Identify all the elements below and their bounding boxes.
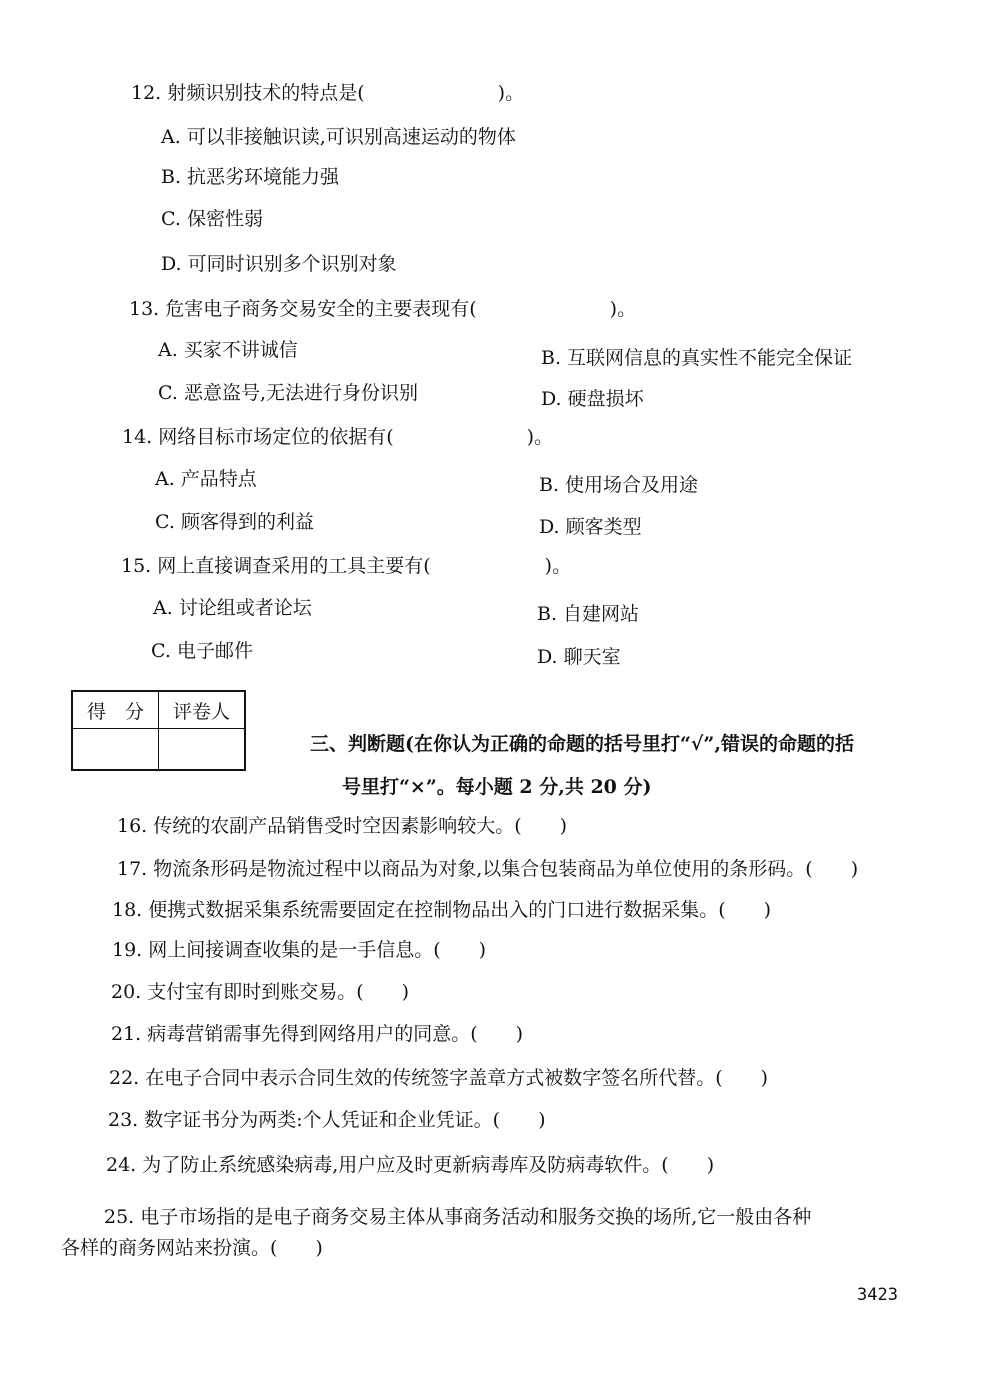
tf-q20: 20. 支付宝有即时到账交易。( ) [111, 981, 410, 1003]
tf-q16: 16. 传统的农副产品销售受时空因素影响较大。( ) [117, 815, 568, 837]
section3-heading-line2: 号里打“×”。每小题 2 分,共 20 分) [342, 776, 652, 798]
q15-option-a: A. 讨论组或者论坛 [153, 597, 312, 619]
q14-option-a: A. 产品特点 [155, 468, 257, 490]
q12-stem: 12. 射频识别技术的特点是( )。 [131, 82, 525, 104]
grader-cell [159, 729, 246, 771]
tf-q18: 18. 便携式数据采集系统需要固定在控制物品出入的门口进行数据采集。( ) [112, 899, 772, 921]
score-table [71, 690, 246, 771]
q13-stem: 13. 危害电子商务交易安全的主要表现有( )。 [129, 298, 637, 320]
q12-option-b: B. 抗恶劣环境能力强 [161, 166, 340, 188]
q13-option-b: B. 互联网信息的真实性不能完全保证 [541, 347, 853, 369]
q12-option-d: D. 可同时识别多个识别对象 [161, 253, 397, 275]
tf-q21: 21. 病毒营销需事先得到网络用户的同意。( ) [111, 1023, 524, 1045]
q15-stem: 15. 网上直接调查采用的工具主要有( )。 [121, 555, 572, 577]
q12-option-c: C. 保密性弱 [161, 208, 263, 230]
tf-q25-line2: 各样的商务网站来扮演。( ) [61, 1237, 323, 1259]
q12-option-a: A. 可以非接触识读,可识别高速运动的物体 [161, 126, 516, 148]
q14-stem: 14. 网络目标市场定位的依据有( )。 [122, 426, 554, 448]
tf-q24: 24. 为了防止系统感染病毒,用户应及时更新病毒库及防病毒软件。( ) [106, 1154, 715, 1176]
score-label: 得 分 [72, 691, 159, 729]
score-cell [72, 729, 159, 771]
tf-q25-line1: 25. 电子市场指的是电子商务交易主体从事商务活动和服务交换的场所,它一般由各种 [104, 1206, 812, 1228]
tf-q19: 19. 网上间接调查收集的是一手信息。( ) [112, 939, 487, 961]
tf-q22: 22. 在电子合同中表示合同生效的传统签字盖章方式被数字签名所代替。( ) [109, 1067, 769, 1089]
tf-q23: 23. 数字证书分为两类:个人凭证和企业凭证。( ) [108, 1109, 546, 1131]
q15-option-b: B. 自建网站 [537, 603, 640, 625]
q15-option-c: C. 电子邮件 [151, 640, 253, 662]
q14-option-b: B. 使用场合及用途 [539, 474, 699, 496]
q14-option-d: D. 顾客类型 [539, 516, 642, 538]
q14-option-c: C. 顾客得到的利益 [155, 511, 314, 533]
page-number: 3423 [857, 1285, 898, 1305]
q13-option-c: C. 恶意盗号,无法进行身份识别 [158, 382, 418, 404]
q13-option-d: D. 硬盘损坏 [541, 388, 644, 410]
q15-option-d: D. 聊天室 [537, 646, 621, 668]
section3-heading-line1: 三、判断题(在你认为正确的命题的括号里打“√”,错误的命题的括 [310, 733, 854, 755]
tf-q17: 17. 物流条形码是物流过程中以商品为对象,以集合包装商品为单位使用的条形码。( ) [117, 858, 859, 880]
grader-label: 评卷人 [159, 691, 246, 729]
q13-option-a: A. 买家不讲诚信 [158, 339, 298, 361]
